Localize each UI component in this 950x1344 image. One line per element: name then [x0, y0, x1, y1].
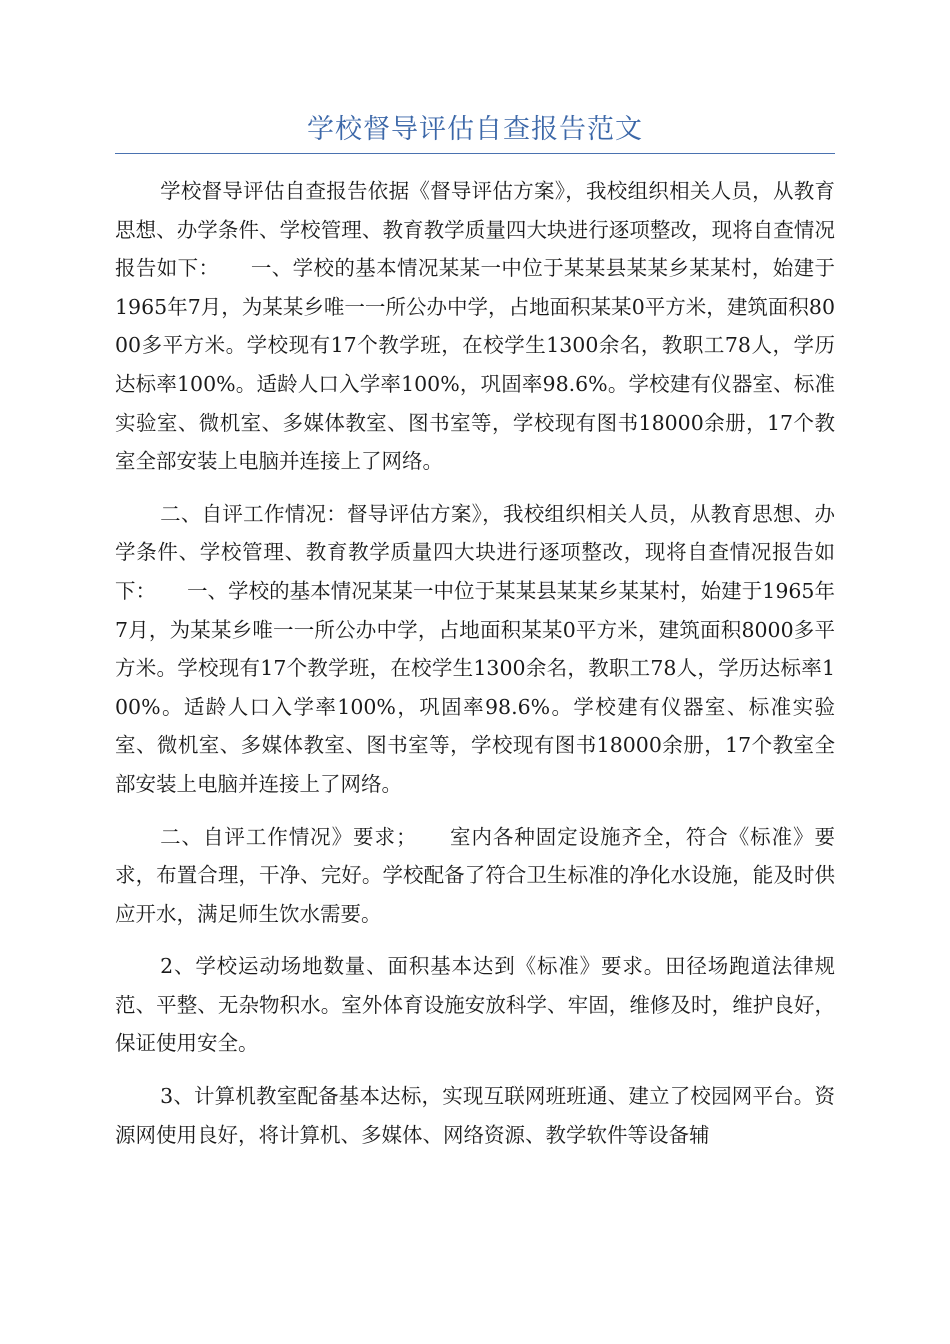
title-divider [115, 153, 835, 154]
paragraph-sports-field: 2、学校运动场地数量、面积基本达到《标准》要求。田径场跑道法律规范、平整、无杂物积水。室外体育设施安放科学、牢固，维修及时，维护良好，保证使用安全。 [115, 954, 835, 1056]
document-title: 学校督导评估自查报告范文 [307, 114, 643, 145]
paragraph-computer-room: 3、计算机教室配备基本达标，实现互联网班班通、建立了校园网平台。资源网使用良好，将计算机、多媒体、网络资源、教学软件等设备辅 [115, 1084, 835, 1147]
document-body [115, 172, 835, 1168]
paragraph-facilities: 二、自评工作情况》要求； 室内各种固定设施齐全，符合《标准》要求，布置合理，干净、完好。学校配备了符合卫生标准的净化水设施，能及时供应开水，满足师生饮水需要。 [115, 824, 835, 926]
paragraph-intro: 学校督导评估自查报告依据《督导评估方案》，我校组织相关人员，从教育思想、办学条件、学校管理、教育教学质量四大块进行逐项整改，现将自查情况报告如下： 一、学校的基本情况某某一中位于某某县某某乡某某村，始建于1965年7月，为某某乡唯一一所公办中学，占地面积某某0平方米，建筑面积8000多平方米。学校现有17个教学班，在校学生1300余名，教职工78人，学历达标率100%。适龄人口入学率100%，巩固率98.6%。学校建有仪器室、标准实验室、微机室、多媒体教室、图书室等，学校现有图书18000余册，17个教室全部安装上电脑并连接上了网络。 [115, 179, 835, 474]
paragraph-self-evaluation: 二、自评工作情况：督导评估方案》，我校组织相关人员，从教育思想、办学条件、学校管理、教育教学质量四大块进行逐项整改，现将自查情况报告如下： 一、学校的基本情况某某一中位于某某县某某乡某某村，始建于1965年7月，为某某乡唯一一所公办中学，占地面积某某0平方米，建筑面积8000多平方米。学校现有17个教学班，在校学生1300余名，教职工78人，学历达标率100%。适龄人口入学率100%，巩固率98.6%。学校建有仪器室、标准实验室、微机室、多媒体教室、图书室等，学校现有图书18000余册，17个教室全部安装上电脑并连接上了网络。 [115, 501, 835, 796]
